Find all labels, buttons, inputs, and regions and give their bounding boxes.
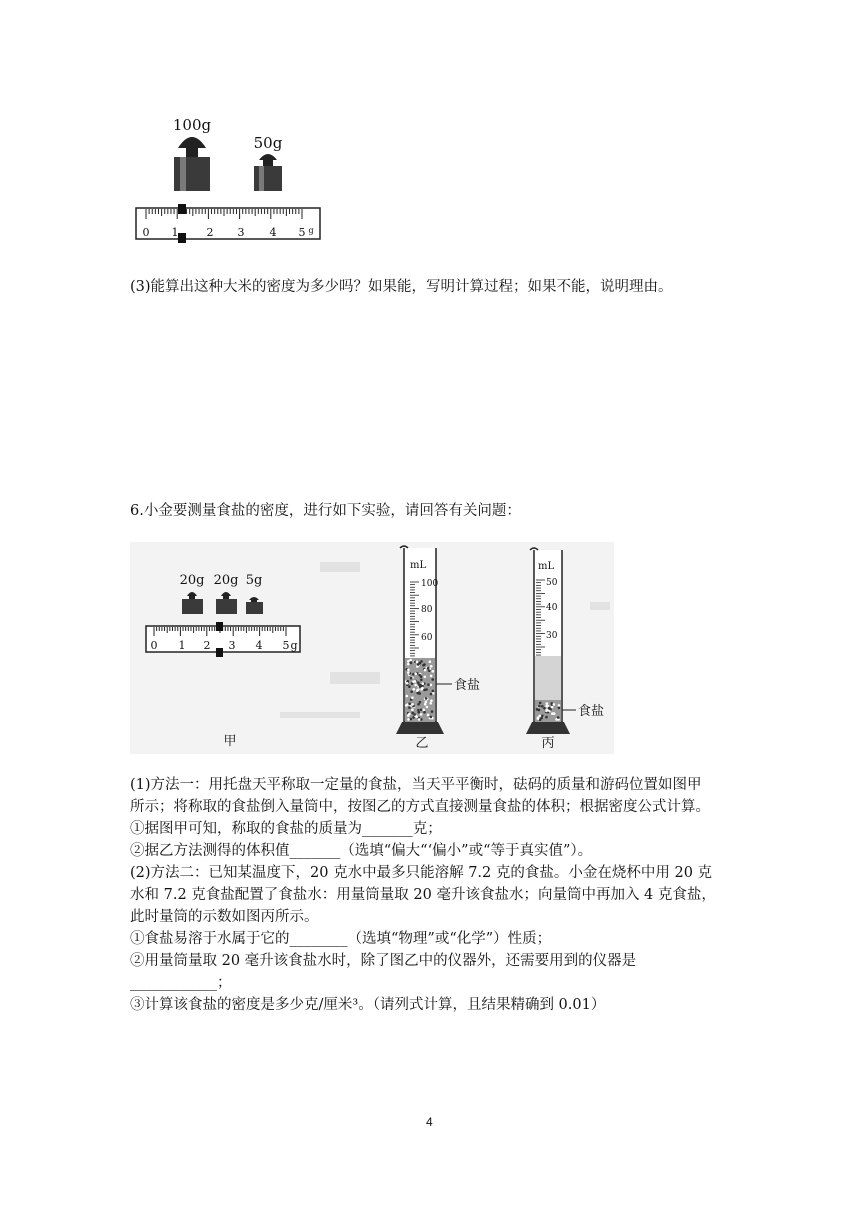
page-number: 4 (426, 1115, 433, 1129)
weight-100g-body (174, 157, 210, 191)
svg-text:2: 2 (206, 226, 214, 239)
q6-line: 所示；将称取的食盐倒入量筒中，按图乙的方式直接测量食盐的体积；根据密度公式计算。 (130, 799, 710, 815)
svg-text:30: 30 (546, 631, 558, 641)
svg-text:4: 4 (269, 226, 277, 239)
rider-scale-1 (136, 204, 320, 243)
svg-text:60: 60 (421, 633, 433, 643)
weight-20g-a (182, 599, 203, 614)
svg-text:1: 1 (178, 639, 186, 652)
svg-text:3: 3 (237, 226, 245, 239)
yi-content-label: 食盐 (454, 678, 481, 693)
q6-line: ②用量筒量取 20 毫升该食盐水时，除了图乙中的仪器外，还需要用到的仪器是 (130, 953, 637, 969)
q6-line: ③计算该食盐的密度是多少克/厘米³。（请列式计算，且结果精确到 0.01） (130, 997, 606, 1013)
figure-balance-weights-1 (128, 112, 328, 244)
figure-salt-density (130, 542, 614, 754)
svg-text:20g: 20g (179, 573, 205, 588)
svg-text:5g: 5g (245, 573, 263, 588)
q6-line: 此时量筒的示数如图丙所示。 (130, 909, 319, 925)
question-6-body (130, 774, 716, 1016)
weight-5g (246, 602, 263, 614)
rider-marker (178, 204, 186, 214)
svg-text:3: 3 (228, 639, 236, 652)
label-yi: 乙 (415, 736, 429, 751)
q6-line: ②据乙方法测得的体积值_______（选填“偏大“‘偏小”或“等于真实值”）。 (130, 843, 593, 859)
weight-20g-b (216, 599, 237, 614)
svg-text:1: 1 (171, 226, 179, 239)
weight-100g-neck (186, 147, 198, 157)
svg-text:0: 0 (150, 639, 158, 652)
svg-text:2: 2 (203, 639, 211, 652)
svg-text:0: 0 (142, 226, 150, 239)
q6-line: (1)方法一：用托盘天平称取一定量的食盐，当天平平衡时，砝码的质量和游码位置如图甲 (130, 777, 702, 793)
svg-text:100: 100 (421, 579, 439, 589)
svg-text:80: 80 (421, 605, 433, 615)
weight-50g-body (254, 166, 282, 191)
q6-line: 水和 7.2 克食盐配置了食盐水：用量筒量取 20 毫升该食盐水；向量筒中再加入 4 克食盐， (130, 887, 716, 903)
salt-water-in-bing (535, 656, 561, 700)
svg-text:5: 5 (298, 226, 306, 239)
svg-text:mL: mL (410, 560, 427, 571)
q6-line: (2)方法二：已知某温度下，20 克水中最多只能溶解 7.2 克的食盐。小金在烧杯中用 20 克 (130, 865, 713, 881)
q6-line: ____________； (130, 975, 232, 991)
svg-text:g: g (290, 639, 298, 652)
question-5-3: (3)能算出这种大米的密度为多少吗？如果能，写明计算过程；如果不能，说明理由。 (130, 279, 673, 295)
svg-text:5: 5 (282, 639, 290, 652)
svg-text:4: 4 (255, 639, 263, 652)
weight-label-50g: 50g (253, 134, 283, 152)
question-6-title: 6.小金要测量食盐的密度，进行如下实验，请回答有关问题： (130, 503, 521, 519)
q6-line: ①据图甲可知，称取的食盐的质量为_______克； (130, 821, 442, 837)
svg-text:20g: 20g (213, 573, 239, 588)
weight-label-100g: 100g (172, 116, 212, 134)
bing-content-label: 食盐 (578, 704, 605, 719)
svg-text:40: 40 (546, 603, 558, 613)
rider-marker-jia (216, 622, 223, 631)
weight-100g-knob (178, 137, 206, 148)
svg-text:50: 50 (546, 578, 558, 588)
label-bing: 丙 (541, 736, 555, 751)
q6-line: ①食盐易溶于水属于它的________（选填“物理”或“化学”）性质； (130, 931, 552, 947)
label-jia: 甲 (223, 734, 237, 749)
svg-text:mL: mL (538, 561, 555, 572)
svg-text:g: g (308, 226, 314, 235)
